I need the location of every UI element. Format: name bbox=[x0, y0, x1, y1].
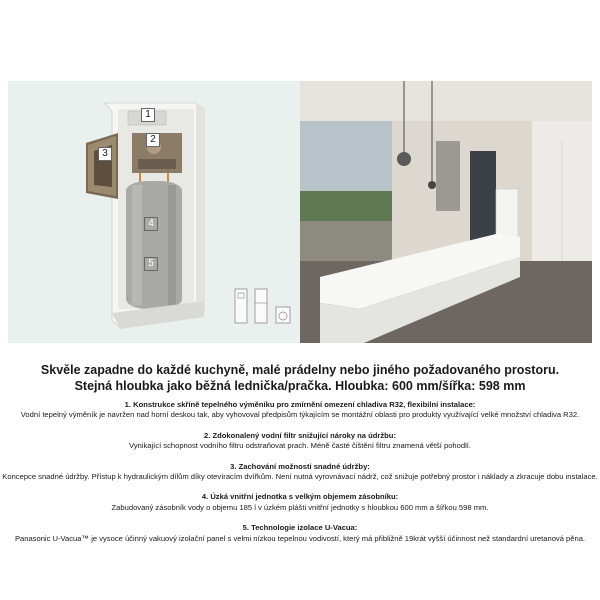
feature-description: Vodní tepelný výměník je navržen nad horní deskou tak, aby vyhovoval předpisům týkajícím se montážní oblasti pro produkty využívající velké množství chladiva R32. bbox=[20, 410, 580, 420]
callout-5: 5 bbox=[144, 257, 158, 271]
kitchen-photo bbox=[300, 81, 592, 343]
callout-2: 2 bbox=[146, 133, 160, 147]
feature-title: 2. Zdokonalený vodní filtr snižující nároky na údržbu: bbox=[204, 430, 396, 440]
callout-4: 4 bbox=[144, 217, 158, 231]
product-cutaway-illustration bbox=[8, 81, 300, 343]
intro-line-1: Skvěle zapadne do každé kuchyně, malé prádelny nebo jiného požadovaného prostoru. bbox=[40, 363, 560, 377]
feature-item bbox=[0, 523, 600, 544]
feature-title: 4. Úzká vnitřní jednotka s velkým objemem zásobníku: bbox=[201, 492, 399, 502]
feature-description: Vynikající schopnost vodního filtru odstraňovat prach. Méně časté čištění filtru znamená větší pohodlí. bbox=[128, 441, 472, 451]
feature-description: Koncepce snadné údržby. Přístup k hydraulickým dílům díky otevíracím dvířkům. Není nutná vyrovnávací nádrž, což snižuje potřebný prostor i náklady a zkracuje dobu instalace. bbox=[2, 472, 598, 482]
feature-item bbox=[0, 462, 600, 483]
feature-list bbox=[0, 400, 600, 554]
feature-title: 3. Zachování možnosti snadné údržby: bbox=[230, 461, 370, 471]
callout-1: 1 bbox=[141, 108, 155, 122]
callout-3: 3 bbox=[98, 147, 112, 161]
feature-description: Panasonic U-Vacua™ je vysoce účinný vakuový izolační panel s velmi nízkou tepelnou vodivostí, který má přibližně 19krát vyšší účinnost než standardní uretanová pěna. bbox=[14, 533, 586, 543]
intro-heading bbox=[0, 362, 600, 394]
hero-image-strip bbox=[8, 81, 592, 343]
feature-item bbox=[0, 431, 600, 452]
feature-item bbox=[0, 492, 600, 513]
feature-title: 5. Technologie izolace U-Vacua: bbox=[242, 523, 358, 533]
feature-item bbox=[0, 400, 600, 421]
feature-description: Zabudovaný zásobník vody o objemu 185 l v úzkém plášti vnitřní jednotky s hloubkou 600 mm a šířkou 598 mm. bbox=[111, 502, 489, 512]
feature-title: 1. Konstrukce skříně tepelného výměníku pro zmírnění omezení chladiva R32, flexibilní instalace: bbox=[124, 400, 476, 409]
intro-line-2: Stejná hloubka jako běžná lednička/pračka. Hloubka: 600 mm/šířka: 598 mm bbox=[74, 379, 526, 393]
